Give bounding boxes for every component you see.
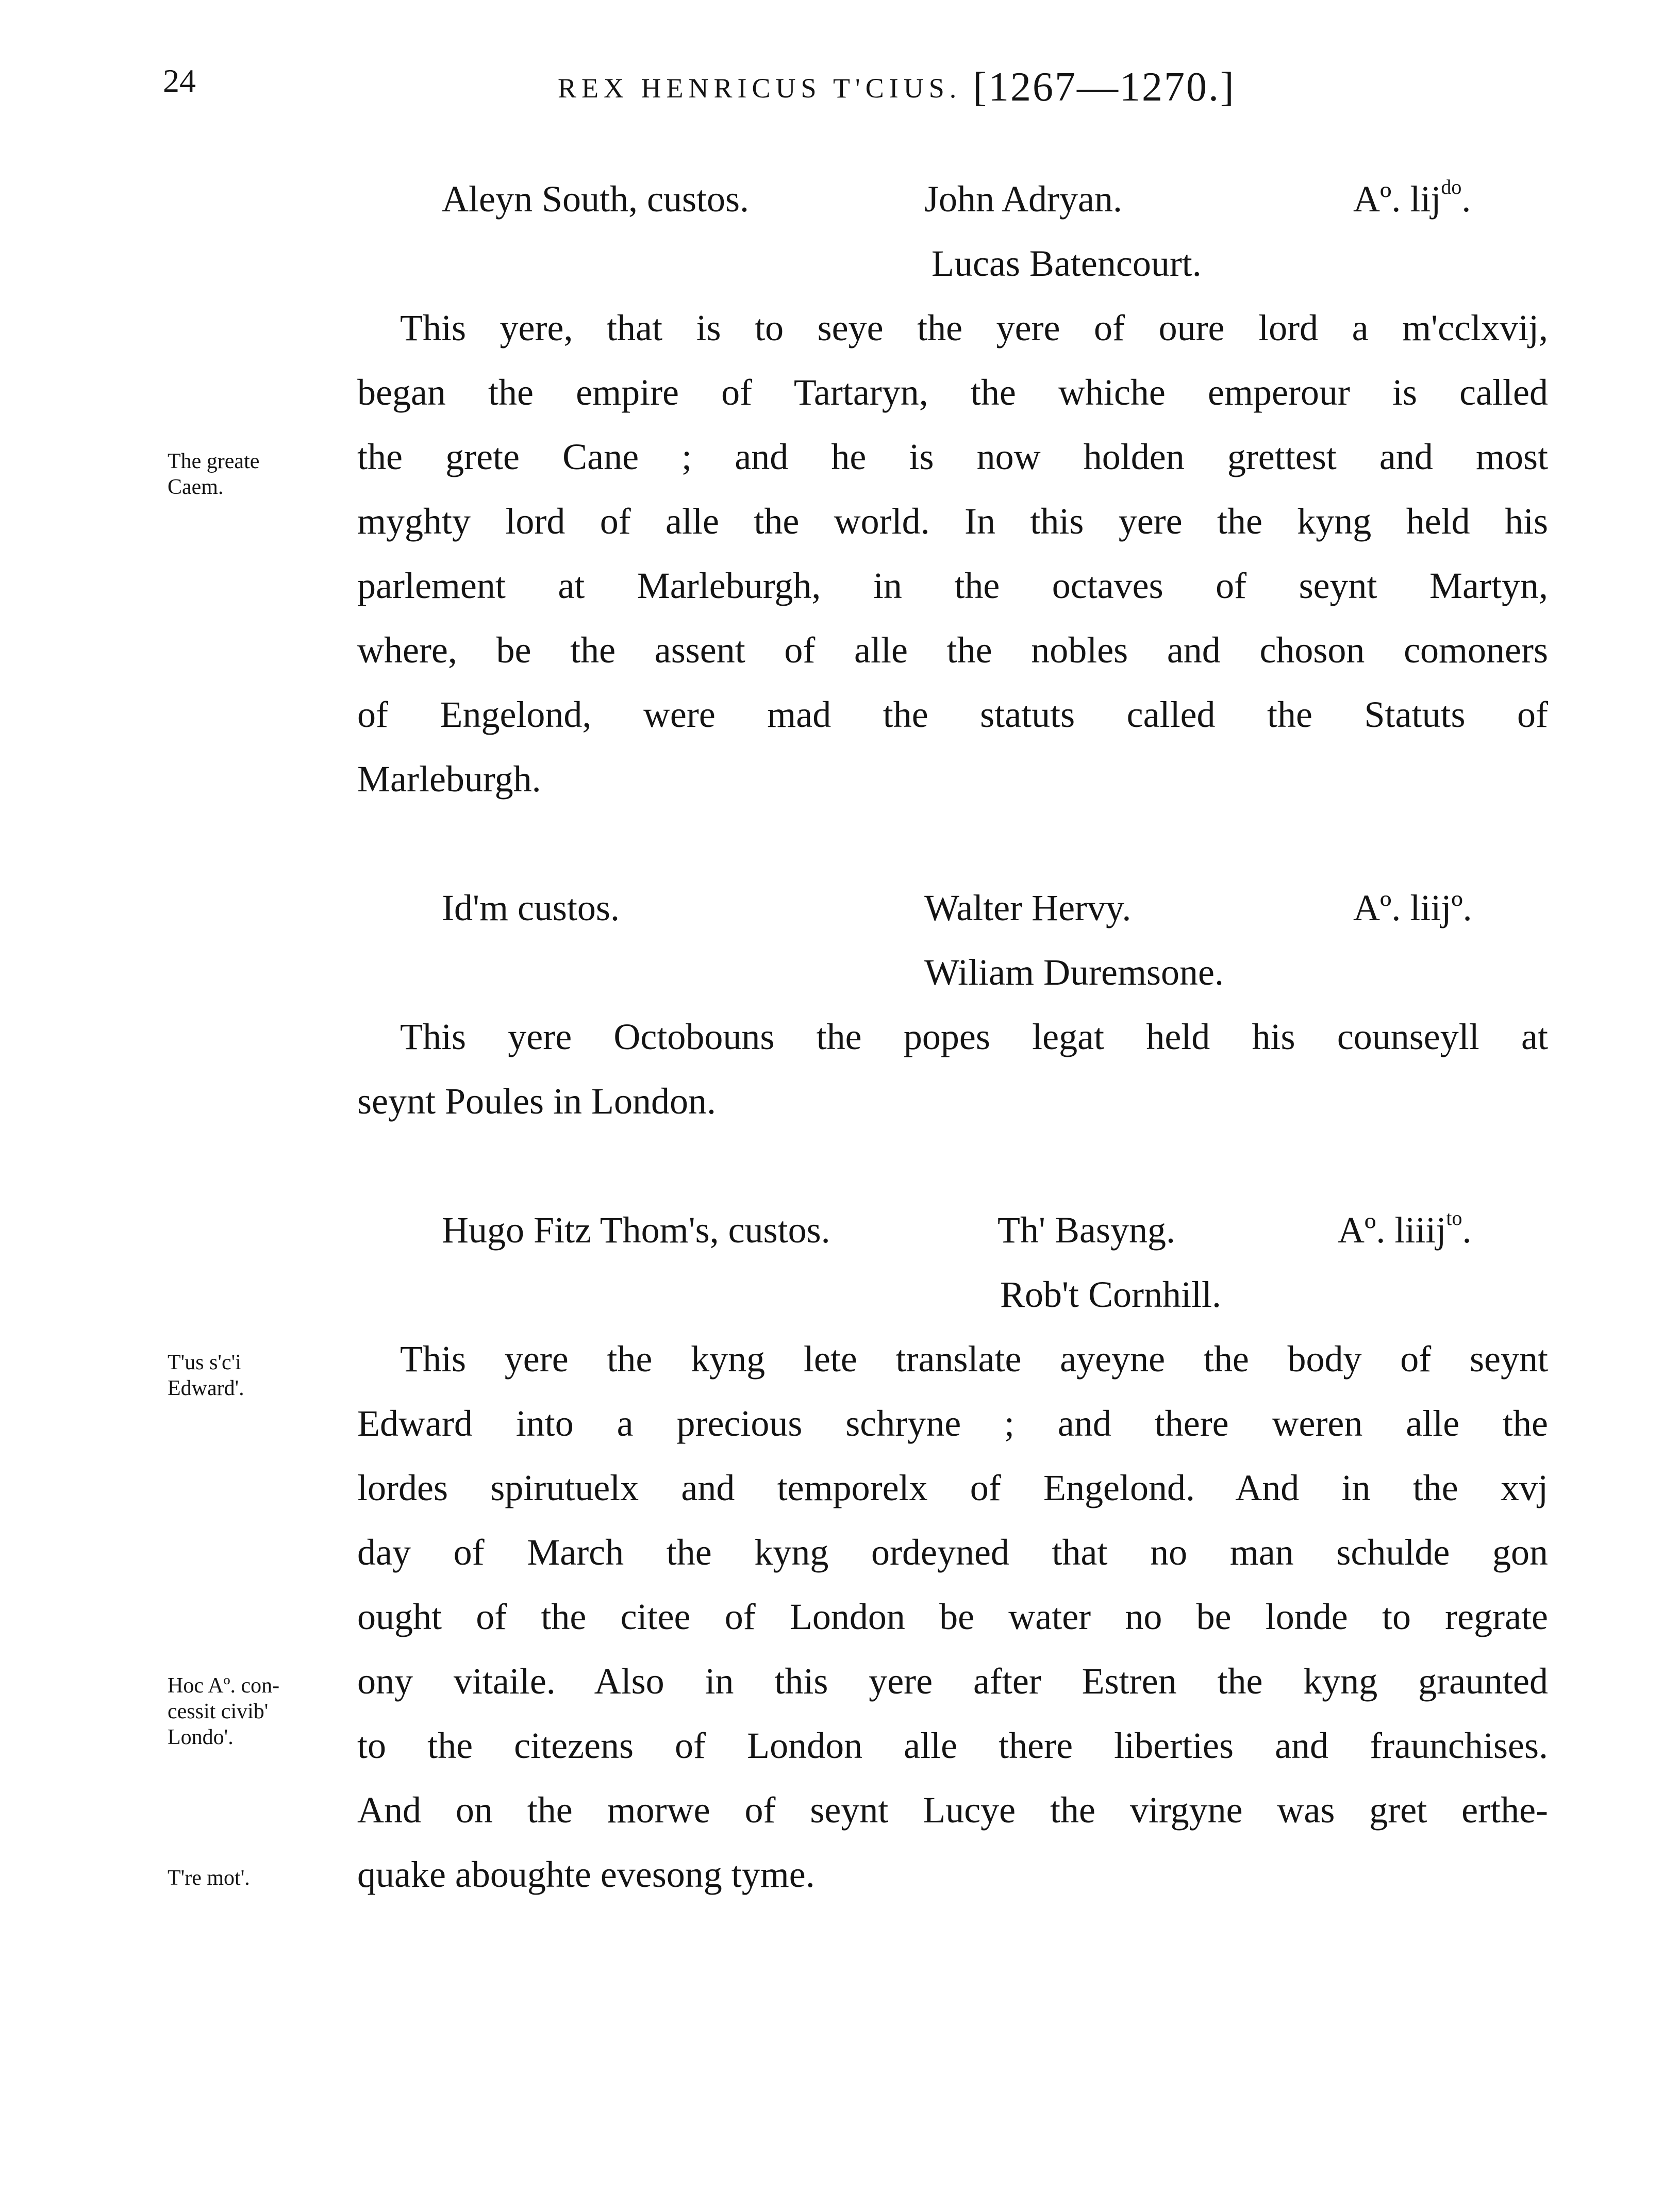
marginal-note: Hoc Aº. con- cessit civib' Londo'. bbox=[168, 1674, 280, 1749]
sheriff-name: Wiliam Duremsone. bbox=[924, 952, 1224, 993]
custos-name: Hugo Fitz Thom's, custos. bbox=[442, 1209, 830, 1251]
text-line: parlement at Marleburgh, in the octaves of seynt Martyn, bbox=[357, 565, 1548, 606]
regnal-year-suffix: to bbox=[1446, 1206, 1462, 1230]
marginal-note: T'us s'c'i Edward'. bbox=[168, 1351, 244, 1400]
text-line: Marleburgh. bbox=[357, 758, 541, 800]
text-line: day of March the kyng ordeyned that no man schulde gon bbox=[357, 1532, 1548, 1573]
text-line: the grete Cane ; and he is now holden grettest and most bbox=[357, 436, 1548, 477]
custos-name: Id'm custos. bbox=[442, 887, 620, 928]
text-line: lordes spirutuelx and temporelx of Engelond. And in the xvj bbox=[357, 1467, 1548, 1508]
sheriff-name: Lucas Batencourt. bbox=[932, 243, 1202, 284]
regnal-year-text: Aº. lij bbox=[1353, 178, 1441, 220]
regnal-year-suffix: do bbox=[1441, 175, 1462, 198]
sheriff-name: Walter Hervy. bbox=[924, 887, 1132, 928]
marginal-note: T're mot'. bbox=[168, 1866, 250, 1890]
text-line: began the empire of Tartaryn, the whiche emperour is called bbox=[357, 372, 1548, 413]
text-line: And on the morwe of seynt Lucye the virgyne was gret erthe- bbox=[357, 1789, 1548, 1831]
text-line: of Engelond, were mad the statuts called the Statuts of bbox=[357, 694, 1548, 735]
text-line: ony vitaile. Also in this yere after Estren the kyng graunted bbox=[357, 1661, 1548, 1702]
marginal-note: The greate Caem. bbox=[168, 450, 260, 499]
text-line: Edward into a precious schryne ; and there weren alle the bbox=[357, 1403, 1548, 1444]
text-line: where, be the assent of alle the nobles and choson comoners bbox=[357, 629, 1548, 671]
regnal-year-text: Aº. liiij bbox=[1338, 1209, 1446, 1251]
text-line: ought of the citee of London be water no be londe to regrate bbox=[357, 1596, 1548, 1637]
text-line: to the citezens of London alle there liberties and fraunchises. bbox=[357, 1725, 1548, 1766]
year-range: [1267—1270.] bbox=[973, 64, 1236, 110]
text-line: seynt Poules in London. bbox=[357, 1081, 716, 1122]
sheriff-name: Th' Basyng. bbox=[997, 1209, 1175, 1251]
text-line: This yere, that is to seye the yere of oure lord a m'cclxvij, bbox=[400, 307, 1548, 348]
text-line: This yere the kyng lete translate ayeyne the body of seynt bbox=[400, 1338, 1548, 1380]
regnal-year: Aº. liijº. bbox=[1353, 887, 1472, 928]
page-number: 24 bbox=[163, 62, 196, 99]
running-title-text: REX HENRICUS T'CIUS. bbox=[558, 73, 962, 104]
running-title bbox=[558, 61, 1236, 108]
text-line: quake aboughte evesong tyme. bbox=[357, 1854, 815, 1895]
text-line: myghty lord of alle the world. In this yere the kyng held his bbox=[357, 501, 1548, 542]
regnal-year: Aº. liiij$^{to}$. bbox=[1338, 1206, 1472, 1251]
text-line: This yere Octobouns the popes legat held his counseyll at bbox=[400, 1016, 1548, 1057]
sheriff-name: Rob't Cornhill. bbox=[1000, 1274, 1222, 1315]
custos-name: Aleyn South, custos. bbox=[442, 178, 750, 220]
sheriff-name: John Adryan. bbox=[924, 178, 1122, 220]
regnal-year: Aº. lij$^{do}$. bbox=[1353, 175, 1471, 220]
